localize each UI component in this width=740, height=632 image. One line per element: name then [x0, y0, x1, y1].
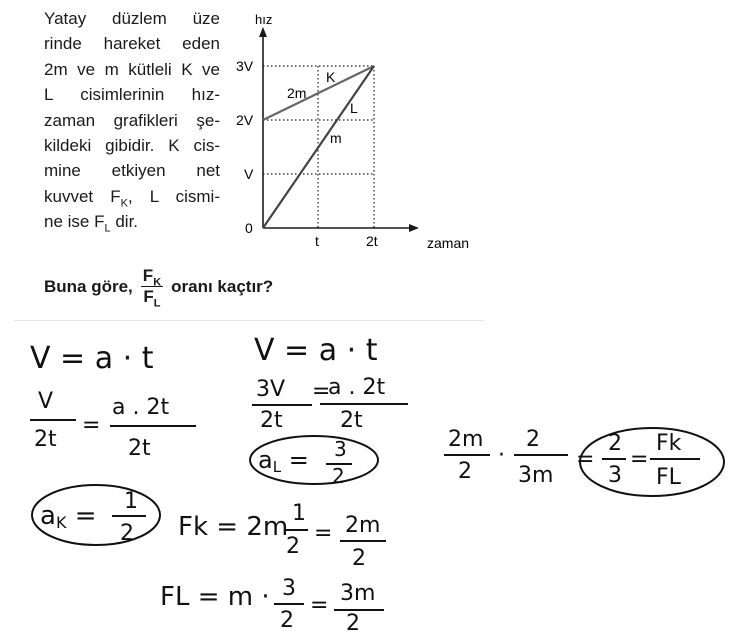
solution-eq-4-rhs-num: a . 2t [328, 375, 386, 400]
fl-res-den: 2 [346, 611, 360, 632]
svg-text:=: = [630, 447, 649, 472]
y-axis-label: hız [255, 12, 273, 27]
label-l: L [350, 100, 358, 116]
force-ratio-fraction: $\frac{F_K}{F_L}$ [142, 266, 162, 310]
question-line: zaman grafikleri şe- [44, 110, 220, 130]
y-tick-3v: 3V [236, 58, 254, 74]
ak-num: 1 [124, 489, 138, 514]
label-k: K [326, 69, 336, 85]
ratio-b-den: 3m [518, 463, 554, 488]
question-line: mine etkiyen net [44, 161, 220, 181]
question-line: rinde hareket eden [44, 34, 220, 54]
fk-res-den: 2 [352, 546, 366, 571]
fl-num: 3 [282, 576, 296, 601]
fk-res-num: 2m [345, 513, 381, 538]
fk-num: 1 [292, 501, 306, 526]
ak-lhs: aK = [40, 501, 97, 532]
question-prompt: Buna göre, $\frac{F_K}{F_L}$ oranı kaçtır? [44, 266, 274, 310]
question-line-force-k: kuvvet $F_K$, L cismi- [44, 186, 220, 210]
ak-den: 2 [120, 521, 134, 546]
y-tick-0: 0 [245, 220, 253, 236]
ratio-c-den: 3 [608, 463, 622, 488]
ratio-b-num: 2 [526, 427, 540, 452]
al-den: 2 [332, 464, 345, 488]
solution-eq-2-den: 2t [34, 427, 57, 452]
svg-text:·: · [498, 443, 505, 468]
svg-text:=: = [312, 379, 331, 404]
ratio-d-num: Fk [656, 431, 682, 456]
y-tick-2v: 2V [236, 112, 254, 128]
solution-eq-2-rhs-num: a . 2t [112, 395, 170, 420]
question-line: L cisimlerinin hız- [44, 85, 220, 105]
solution-eq-2-num: V [38, 389, 54, 414]
question-line-force-l: ne ise $F_L$ dir. [44, 212, 139, 235]
fk-lhs: Fk = 2m [178, 512, 289, 542]
solution-eq-3: V = a · t [254, 333, 378, 368]
label-k-mass: 2m [287, 85, 307, 101]
label-l-mass: m [330, 130, 342, 146]
question-line: 2m ve m kütleli K ve [44, 59, 220, 79]
ratio-c-num: 2 [608, 431, 622, 456]
svg-text:=: = [314, 521, 333, 546]
solution-eq-4-num: 3V [256, 377, 286, 402]
svg-text:=: = [82, 413, 101, 438]
al-lhs: aL = [258, 446, 309, 476]
ratio-a-den: 2 [458, 459, 472, 484]
question-line: kildeki gibidir. K cis- [44, 136, 220, 156]
solution-eq-4-den: 2t [260, 408, 283, 433]
fl-res-num: 3m [340, 581, 376, 606]
fk-den: 2 [286, 534, 300, 559]
svg-text:=: = [576, 447, 595, 472]
fl-lhs: FL = m · [160, 582, 270, 612]
solution-eq-4-rhs-den: 2t [340, 408, 363, 433]
solution-eq-1: V = a · t [30, 341, 154, 376]
x-tick-t: t [315, 233, 319, 249]
y-tick-v: V [244, 166, 254, 182]
ratio-d-den: FL [656, 465, 681, 490]
ratio-a-num: 2m [448, 427, 484, 452]
fl-den: 2 [280, 608, 294, 632]
ratio-circle [580, 428, 724, 496]
x-tick-2t: 2t [366, 233, 378, 249]
x-axis-label: zaman [427, 235, 470, 251]
solution-eq-2-rhs-den: 2t [128, 436, 151, 461]
question-line: Yatay düzlem üze [44, 9, 220, 28]
svg-text:=: = [310, 593, 329, 618]
al-num: 3 [334, 437, 347, 461]
